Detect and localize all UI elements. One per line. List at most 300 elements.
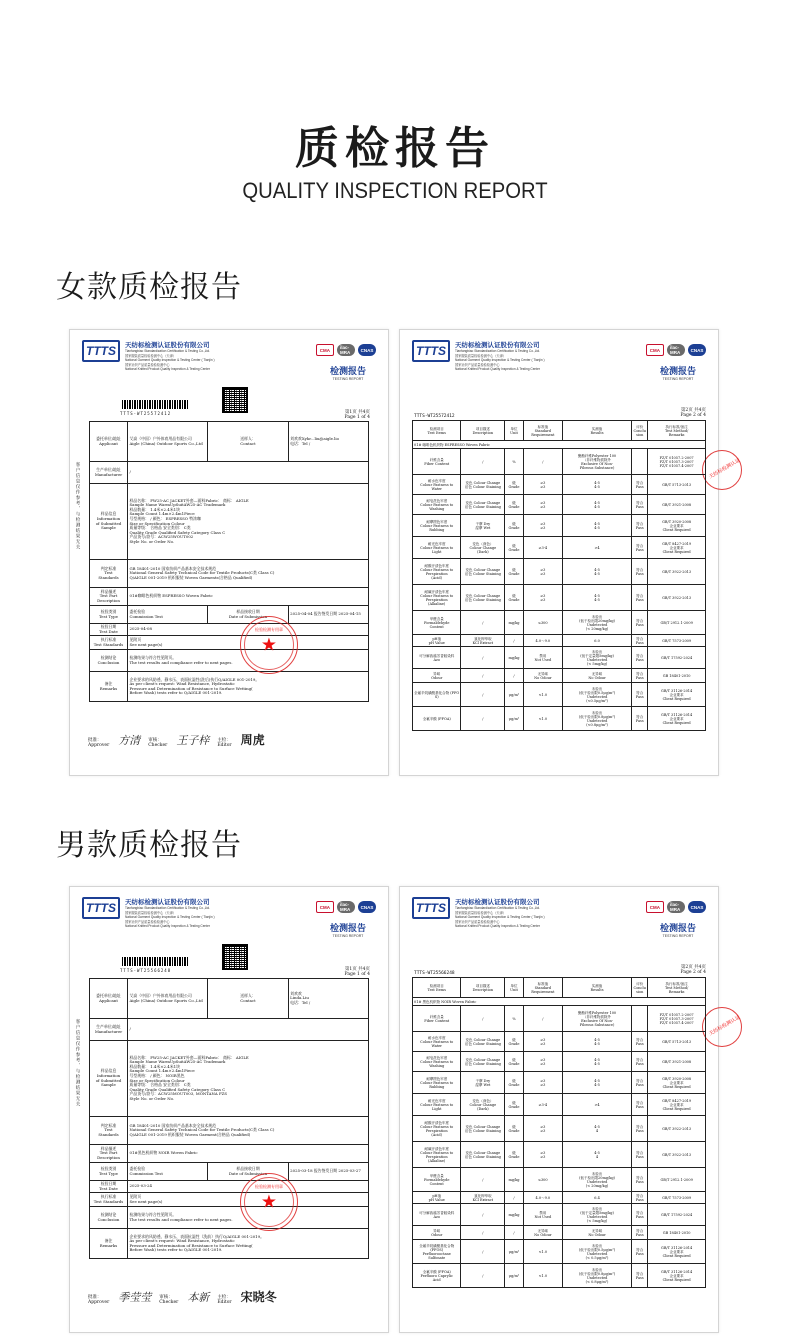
info-value-2: 刘欢欢 Linda.Liu 电话：Tel /: [288, 979, 368, 1019]
table-cell: GB/T 2912.1-2009: [648, 1168, 706, 1192]
table-cell: /: [461, 1226, 505, 1240]
cnas-badge: CNAS: [688, 901, 706, 913]
table-cell: 4-5 4-5: [562, 559, 631, 585]
page-number-en: Page 1 of 4: [344, 415, 370, 420]
page-number: [345, 410, 370, 420]
column-header: 实测值 Results: [562, 978, 631, 998]
table-cell: 未检出 (低于检出限0.8μg/m²) Undetected (<0.8μg/m²): [562, 707, 631, 731]
table-cell: 符合 Pass: [632, 1168, 648, 1192]
table-cell: FZ/T 01057.2-2007 FZ/T 01057.3-2007 FZ/T 01057.4-2007: [648, 449, 706, 475]
qr-code: [222, 387, 248, 413]
official-stamp: [240, 1173, 298, 1231]
info-row: [90, 422, 369, 462]
page-number-en: Page 2 of 4: [680, 970, 706, 975]
table-cell: GB/T 5713-2013: [648, 1032, 706, 1052]
info-value: 2025-03-24: [128, 1181, 369, 1193]
table-cell: /: [461, 669, 505, 683]
table-row: [413, 1204, 706, 1226]
info-row: [90, 1207, 369, 1229]
table-cell: ≥3 ≥3: [523, 585, 562, 611]
table-row: [413, 449, 706, 475]
ttts-logo-mark: TTTS: [82, 897, 120, 919]
info-row: [90, 1181, 369, 1193]
report-title-en: TESTING REPORT: [662, 377, 694, 381]
table-cell: pH值 pH Value: [413, 1192, 461, 1204]
table-cell: 符合 Pass: [632, 585, 648, 611]
table-cell: /: [461, 707, 505, 731]
table-cell: 4-5 4-5: [562, 515, 631, 537]
table-cell: 4-5 4-5: [562, 495, 631, 515]
org-logo: [82, 897, 215, 929]
stamp-text: 检验检测专用章: [255, 627, 283, 633]
ilac-badge: ilac-MRA: [667, 901, 685, 913]
table-cell: 级 Grade: [505, 1116, 523, 1142]
table-cell: GB/T 2912.1-2009: [648, 611, 706, 635]
column-header: 检测项目 Test Items: [413, 421, 461, 441]
table-cell: 符合 Pass: [632, 1204, 648, 1226]
table-cell: ≥3 ≥3: [523, 1142, 562, 1168]
org-name-cn: 天纺标检测认证股份有限公司: [125, 341, 210, 349]
report-barcode: [122, 957, 188, 966]
table-cell: 级 Grade: [505, 475, 523, 495]
info-row: [90, 624, 369, 636]
table-cell: GB/T 3922-2013: [648, 1116, 706, 1142]
table-cell: GB/T 3922-2013: [648, 1142, 706, 1168]
info-label-2: 送样人： Contact: [208, 979, 288, 1019]
table-cell: 符合 Pass: [632, 1142, 648, 1168]
table-cell: GB/T 31126-2014 企业要求 Client Required: [648, 707, 706, 731]
table-cell: [632, 1006, 648, 1032]
table-cell: %: [505, 1006, 523, 1032]
info-row: [90, 1229, 369, 1259]
table-cell: μg/m²: [505, 1240, 523, 1264]
table-cell: 符合 Pass: [632, 1094, 648, 1116]
sample-description: 01# 咖啡色机织物 ESPRESSO Woven Fabric: [413, 441, 706, 449]
table-cell: 级 Grade: [505, 1052, 523, 1072]
qr-code: [222, 944, 248, 970]
org-line-4: National Knitted Product Quality Inspection & Testing Center: [455, 367, 540, 371]
table-cell: 未检出 (低于检出限0.8μg/m²) Undetected (< 0.8μg/m²): [562, 1264, 631, 1288]
table-cell: 4-5 4-5: [562, 1052, 631, 1072]
info-value: 企业要求的风防透、静水压、表面抗湿性(洗后)执行Q/AIGLE 001-2019。 As per client's request: Wind Resistance, Hydrostatic Pressure and Determination of Resistance to Surface Wetting( Before Wash) tests refer to Q/AIGLE 001-2019.: [128, 672, 369, 702]
info-row: [90, 979, 369, 1019]
approver-signature: 季莹莹: [118, 1291, 152, 1304]
info-label: 样品信息 Information of Submitted Sample: [90, 1041, 128, 1117]
editor-label: 主检： Editor: [217, 1295, 232, 1305]
table-cell: ≤300: [523, 611, 562, 635]
testing-report-title: [330, 921, 366, 938]
table-cell: <1.0: [523, 683, 562, 707]
side-stamp-text: 天纺标检测认证: [708, 457, 742, 481]
org-line-1: 国家服装质量检验检测中心（天津）: [455, 353, 506, 358]
info-label: 委托单位/地址 Applicant: [90, 979, 128, 1019]
table-cell: 符合 Pass: [632, 635, 648, 647]
info-label: 备注 Remarks: [90, 672, 128, 702]
table-row: [413, 1240, 706, 1264]
report-title-en: TESTING REPORT: [332, 377, 364, 381]
column-header: 项目描述 Description: [461, 978, 505, 998]
table-cell: /: [461, 647, 505, 669]
table-cell: GB/T 31126-2014 企业要求 Client Required: [648, 683, 706, 707]
table-row: [413, 537, 706, 559]
table-row: [413, 515, 706, 537]
info-value: 2025-04-08: [128, 624, 369, 636]
table-cell: 甲醛含量 Formaldehyde Content: [413, 1168, 461, 1192]
table-row: [413, 559, 706, 585]
table-cell: 级 Grade: [505, 585, 523, 611]
org-line-1: 国家服装质量检验检测中心（天津）: [125, 910, 176, 915]
table-cell: GB 18401-2010: [648, 669, 706, 683]
table-cell: <1.0: [523, 1264, 562, 1288]
info-value: 检测结果与符合性见附页。 The test results and compliance refer to next pages.: [128, 650, 369, 672]
org-line-2: National Garment Quality Inspection & Testing Center ( Tianjin ): [455, 915, 545, 919]
org-line-4: National Knitted Product Quality Inspection & Testing Center: [125, 367, 210, 371]
table-row: [413, 1226, 706, 1240]
table-cell: 未检出 (低于检出限0.5μg/m²) Undetected (<0.5μg/m²): [562, 683, 631, 707]
org-line-2: National Garment Quality Inspection & Testing Center ( Tianjin ): [455, 358, 545, 362]
checker-signature: 王子梓: [176, 734, 210, 747]
org-line-4: National Knitted Product Quality Inspection & Testing Center: [125, 924, 210, 928]
info-label: 样品描述 Test Part Description: [90, 1145, 128, 1163]
table-cell: 符合 Pass: [632, 707, 648, 731]
cma-badge: CMA: [316, 344, 334, 356]
table-row: [413, 1094, 706, 1116]
table-cell: 耐酸汗渍色牢度 Colour Fastness to Perspiration (Acid): [413, 559, 461, 585]
table-row: [413, 495, 706, 515]
table-cell: GB/T 17592-2024: [648, 647, 706, 669]
table-cell: GB/T 3921-2008: [648, 1052, 706, 1072]
table-row: [413, 585, 706, 611]
report-title-cn: 检测报告: [659, 367, 696, 377]
stamp-star: ★: [260, 1191, 278, 1213]
page-number-cn: 第1页 共4页: [344, 967, 370, 972]
accreditation-logos: [316, 901, 376, 913]
page-number-cn: 第2页 共4页: [680, 408, 706, 413]
table-cell: 耐皂洗色牢度 Colour Fastness to Washing: [413, 1052, 461, 1072]
table-cell: 符合 Pass: [632, 669, 648, 683]
table-cell: μg/m²: [505, 683, 523, 707]
info-value-2: 2025-04-04 报告签发日期 2025-04-15: [288, 606, 368, 624]
table-cell: mg/kg: [505, 1168, 523, 1192]
stamp-text: 检验检测专用章: [255, 1184, 283, 1190]
table-cell: 级 Grade: [505, 515, 523, 537]
barcode-number: TTTS-WT25572412: [120, 411, 172, 416]
info-value: 企业要求的风防透、静水压、表面抗湿性（洗前）执行Q/AIGLE 001-2019。 As per client's request: Wind Resistance, Hydrostatic Pressure and Determination of Resistance to Surface Wetting( Before Wash) tests refer to Q/AIGLE 001-2019.: [128, 1229, 369, 1259]
barcode-number: TTTS-WT25566248: [120, 968, 172, 973]
table-cell: 4-5 4-5: [562, 1072, 631, 1094]
table-cell: 全氟辛酸 (PFOA) Perfluoro Caprylic Acid: [413, 1264, 461, 1288]
table-cell: 全氟辛酸 (PFOA): [413, 707, 461, 731]
signatures: [88, 733, 273, 748]
table-cell: 未检出 (低于定量限5mg/kg) Undetected (< 5mg/kg): [562, 1204, 631, 1226]
table-cell: 未检出 (低于定量限5mg/kg) Undetected (< 5mg/kg): [562, 647, 631, 669]
info-value: GB 18401-2010 国家纺织产品基本安全技术规范 National General Safety Technical Code for Textile Products(C类 Class C) Q/AIGLE 001-2019 机织服装 Woven Garments(合格品 Qualified): [128, 560, 369, 588]
table-cell: 6.4: [562, 1192, 631, 1204]
column-header: 项目描述 Description: [461, 421, 505, 441]
info-label: 执行标准 Test Standards: [90, 636, 128, 650]
table-row: [413, 1072, 706, 1094]
side-stamp-text: 天纺标检测认证: [708, 1014, 742, 1038]
table-cell: 全氟辛烷磺酰基化合物 (PFOS): [413, 683, 461, 707]
checker-signature: 本新: [187, 1291, 210, 1304]
report-number: TTTS-WT25572412: [414, 414, 455, 419]
table-cell: 无异味 No Odour: [523, 669, 562, 683]
org-name-cn: 天纺标检测认证股份有限公司: [455, 341, 540, 349]
stamp-star: ★: [260, 634, 278, 656]
table-cell: 氯化钾萃取 KCl Extract: [461, 1192, 505, 1204]
table-cell: 符合 Pass: [632, 611, 648, 635]
table-cell: 符合 Pass: [632, 475, 648, 495]
table-cell: GB/T 3920-2008 企业要求 Client Required: [648, 515, 706, 537]
table-cell: GB/T 8427-2019 企业要求 Client Required: [648, 537, 706, 559]
table-cell: 4-5 4-5: [562, 1032, 631, 1052]
org-line-3: 国家针织产品质量检验检测中心: [125, 362, 170, 367]
info-value: 样品名称： FW25-AC JACKET外套—面料Fabric： 商标： AIGLE Sample Name WarmUpSuitAW25-AC Trademark 样品数量： 1.4米×2.4米1块 Sample Count 1.4m×2.4m1Piece 号型规格： / 颜色： ESPRESSO 特浓咖 Size or Specification Colour 质量等级： 合格品 安全类别： C类 Quality Grade Qualified Safety Category Class C 产品货号/款号：ACW25WOUT002 Style No. or Order No.: [128, 484, 369, 560]
info-label: 样品描述 Test Part Description: [90, 588, 128, 606]
table-cell: GB/T 3920-2008 企业要求 Client Required: [648, 1072, 706, 1094]
table-cell: /: [523, 1006, 562, 1032]
table-cell: 符合 Pass: [632, 1264, 648, 1288]
table-cell: 氯化钾萃取 KCl Extract: [461, 635, 505, 647]
table-cell: 禁用 Not Used: [523, 647, 562, 669]
cnas-badge: CNAS: [358, 901, 376, 913]
report-info-table: [89, 978, 369, 1259]
report-title-cn: 检测报告: [659, 924, 696, 934]
column-header: 评价 Conclusion: [632, 421, 648, 441]
info-row: [90, 1041, 369, 1117]
table-cell: ≥3 ≥3: [523, 1116, 562, 1142]
org-logo: [412, 897, 545, 929]
info-label: 检验日期 Test Date: [90, 1181, 128, 1193]
org-line-2: National Garment Quality Inspection & Testing Center ( Tianjin ): [125, 915, 215, 919]
table-cell: 变色（深色） Colour Change (Dark): [461, 1094, 505, 1116]
table-cell: 4-5 4: [562, 1116, 631, 1142]
info-row: [90, 636, 369, 650]
client-info-note: 客户信息仅作参考，与检测结果无关: [75, 462, 80, 550]
client-info-note: 客户信息仅作参考，与检测结果无关: [75, 1019, 80, 1107]
table-cell: 变色 Colour Change 沾色 Colour Staining: [461, 1142, 505, 1168]
accreditation-logos: [646, 901, 706, 913]
column-header: 执行标准/备注 Test Method/ Remarks: [648, 421, 706, 441]
org-logo: [82, 340, 215, 372]
org-line-4: National Knitted Product Quality Inspection & Testing Center: [455, 924, 540, 928]
info-row: [90, 672, 369, 702]
table-cell: 耐酸汗渍色牢度 Colour Fastness to Perspiration (Acid): [413, 1116, 461, 1142]
report-title-cn: 检测报告: [329, 367, 366, 377]
table-cell: 符合 Pass: [632, 1226, 648, 1240]
report-barcode: [122, 400, 188, 409]
info-label: 备注 Remarks: [90, 1229, 128, 1259]
ilac-badge: ilac-MRA: [337, 901, 355, 913]
table-cell: ≥3 ≥3: [523, 1052, 562, 1072]
table-cell: GB/T 3922-2013: [648, 559, 706, 585]
table-row: [413, 1168, 706, 1192]
info-row: [90, 1117, 369, 1145]
org-logo: [412, 340, 545, 372]
info-value: GB 18401-2010 国家纺织产品基本安全技术规范 National General Safety Technical Code for Textile Products(C类 Class C) Q/AIGLE 001-2019 机织服装 Woven Garment(合格品 Qualified): [128, 1117, 369, 1145]
info-row: [90, 1193, 369, 1207]
info-label: 判定标准 Test Standards: [90, 560, 128, 588]
table-cell: ≥3-4: [523, 537, 562, 559]
info-label: 检验日期 Test Date: [90, 624, 128, 636]
cma-badge: CMA: [646, 901, 664, 913]
table-cell: 符合 Pass: [632, 495, 648, 515]
ttts-logo-mark: TTTS: [412, 897, 450, 919]
page-number: [681, 965, 706, 975]
info-value: 艾高（中国）户外体育用品有限公司 Aigle (China) Outdoor Sports Co.,Ltd: [128, 979, 208, 1019]
table-cell: GB 18401-2010: [648, 1226, 706, 1240]
org-name-en: Tianfangbiao Standardization Certification & Testing Co.,Ltd.: [455, 906, 541, 910]
info-label: 检验类别 Test Type: [90, 1163, 128, 1181]
table-cell: 耐水色牢度 Colour Fastness to Water: [413, 1032, 461, 1052]
table-cell: 符合 Pass: [632, 647, 648, 669]
page-number: [345, 967, 370, 977]
approver-label: 批准： Approver: [88, 738, 110, 748]
table-row: [413, 1006, 706, 1032]
table-cell: 符合 Pass: [632, 515, 648, 537]
table-cell: 无异味 No Odour: [523, 1226, 562, 1240]
column-header: 标准值 Standard Requirement: [523, 978, 562, 998]
info-value: /: [128, 1019, 369, 1041]
column-header: 单位 Unit: [505, 978, 523, 998]
test-results-table: [412, 420, 706, 731]
column-header: 标准值 Standard Requirement: [523, 421, 562, 441]
table-cell: 级 Grade: [505, 1094, 523, 1116]
info-row: [90, 650, 369, 672]
accreditation-logos: [646, 344, 706, 356]
table-cell: /: [461, 1240, 505, 1264]
table-cell: ≥3 ≥3: [523, 1072, 562, 1094]
table-row: [413, 611, 706, 635]
table-row: [413, 1142, 706, 1168]
info-label-2: 送样人： Contact: [208, 422, 288, 462]
column-header: 实测值 Results: [562, 421, 631, 441]
column-header: 检测项目 Test Items: [413, 978, 461, 998]
info-row: [90, 588, 369, 606]
test-results-table: [412, 977, 706, 1288]
sample-row: [413, 441, 706, 449]
table-cell: 级 Grade: [505, 559, 523, 585]
info-row: [90, 484, 369, 560]
info-value: /: [128, 462, 369, 484]
info-label: 生产单位/地址 Manufacturer: [90, 462, 128, 484]
table-cell: 6.0: [562, 635, 631, 647]
org-name-cn: 天纺标检测认证股份有限公司: [125, 898, 210, 906]
org-name-cn: 天纺标检测认证股份有限公司: [455, 898, 540, 906]
ttts-logo-mark: TTTS: [412, 340, 450, 362]
info-value: 见附页 See next page(s): [128, 1193, 369, 1207]
table-cell: 聚酯纤维Polyester 100 （非纤维物质除外 Exclusive Of Non- Fibrous Substance): [562, 1006, 631, 1032]
table-cell: GB/T 31126-2014 企业要求 Client Required: [648, 1264, 706, 1288]
table-cell: GB/T 3921-2008: [648, 495, 706, 515]
table-cell: GB/T 7573-2009: [648, 1192, 706, 1204]
report-info-table: [89, 421, 369, 702]
info-label: 生产单位/地址 Manufacturer: [90, 1019, 128, 1041]
table-cell: /: [461, 611, 505, 635]
report-number: TTTS-WT25566248: [414, 971, 455, 976]
table-row: [413, 683, 706, 707]
info-label-2: 样品接收日期 Date of Submission: [208, 606, 288, 624]
table-cell: 4-5 4-5: [562, 585, 631, 611]
table-row: [413, 1264, 706, 1288]
report-title-en: TESTING REPORT: [332, 934, 364, 938]
women-report-page-1[interactable]: [69, 329, 389, 776]
women-report-page-2[interactable]: [399, 329, 742, 776]
org-name-en: Tianfangbiao Standardization Certification & Testing Co.,Ltd.: [125, 349, 211, 353]
ilac-badge: ilac-MRA: [337, 344, 355, 356]
table-cell: 可分解致癌芳香胺染料 Azo: [413, 1204, 461, 1226]
table-cell: 耐光色牢度 Colour Fastness to Light: [413, 537, 461, 559]
info-value: 01#咖啡色机织物 ESPRESSO Woven Fabric: [128, 588, 369, 606]
info-value: 艾高（中国）户外体育用品有限公司 Aigle (China) Outdoor Sports Co.,Ltd: [128, 422, 208, 462]
table-cell: 耐摩擦色牢度 Colour Fastness to Rubbing: [413, 515, 461, 537]
column-header: 单位 Unit: [505, 421, 523, 441]
table-row: [413, 1192, 706, 1204]
table-cell: 符合 Pass: [632, 1116, 648, 1142]
table-cell: 耐光色牢度 Colour Fastness to Light: [413, 1094, 461, 1116]
table-cell: 符合 Pass: [632, 1192, 648, 1204]
cma-badge: CMA: [646, 344, 664, 356]
org-name-en: Tianfangbiao Standardization Certification & Testing Co.,Ltd.: [455, 349, 541, 353]
table-cell: 禁用 Not Used: [523, 1204, 562, 1226]
table-cell: 耐碱汗渍色牢度 Colour Fastness to Perspiration (Alkaline): [413, 585, 461, 611]
table-cell: 级 Grade: [505, 1142, 523, 1168]
info-label: 检验类别 Test Type: [90, 606, 128, 624]
org-name-en: Tianfangbiao Standardization Certification & Testing Co.,Ltd.: [125, 906, 211, 910]
info-row: [90, 606, 369, 624]
table-cell: 级 Grade: [505, 1032, 523, 1052]
testing-report-title: [330, 364, 366, 381]
table-row: [413, 1052, 706, 1072]
table-row: [413, 475, 706, 495]
testing-report-title: [660, 921, 696, 938]
table-cell: 符合 Pass: [632, 559, 648, 585]
org-line-3: 国家针织产品质量检验检测中心: [125, 919, 170, 924]
table-cell: ≥3 ≥3: [523, 559, 562, 585]
table-cell: mg/kg: [505, 611, 523, 635]
table-cell: 可分解致癌芳香胺染料 Azo: [413, 647, 461, 669]
info-row: [90, 1163, 369, 1181]
table-cell: 变色 Colour Change 沾色 Colour Staining: [461, 585, 505, 611]
table-cell: 符合 Pass: [632, 1032, 648, 1052]
table-cell: ≥3 ≥3: [523, 1032, 562, 1052]
men-report-page-1[interactable]: [69, 886, 389, 1333]
table-cell: 4-5 4: [562, 1142, 631, 1168]
table-row: [413, 707, 706, 731]
table-cell: /: [505, 1192, 523, 1204]
table-row: [413, 647, 706, 669]
table-cell: 纤维含量 Fiber Content: [413, 1006, 461, 1032]
table-cell: 变色 Colour Change 沾色 Colour Staining: [461, 1052, 505, 1072]
women-section-heading: 女款质检报告: [56, 270, 242, 305]
table-cell: 符合 Pass: [632, 537, 648, 559]
table-cell: 变色 Colour Change 沾色 Colour Staining: [461, 1116, 505, 1142]
signatures: [88, 1290, 285, 1305]
table-cell: 纤维含量 Fiber Content: [413, 449, 461, 475]
table-cell: GB/T 31126-2014 企业要求 Client Required: [648, 1240, 706, 1264]
org-line-2: National Garment Quality Inspection & Testing Center ( Tianjin ): [125, 358, 215, 362]
table-cell: 干摩 Dry 湿摩 Wet: [461, 515, 505, 537]
cma-badge: CMA: [316, 901, 334, 913]
info-row: [90, 1145, 369, 1163]
checker-label: 审核： Checker: [159, 1295, 179, 1305]
men-report-page-2[interactable]: [399, 886, 742, 1333]
table-cell: <1.0: [523, 1240, 562, 1264]
info-row: [90, 560, 369, 588]
table-cell: μg/m²: [505, 1264, 523, 1288]
info-label: 委托单位/地址 Applicant: [90, 422, 128, 462]
table-cell: 未检出 (低于检出限20mg/kg) Undetected (< 20mg/kg): [562, 1168, 631, 1192]
